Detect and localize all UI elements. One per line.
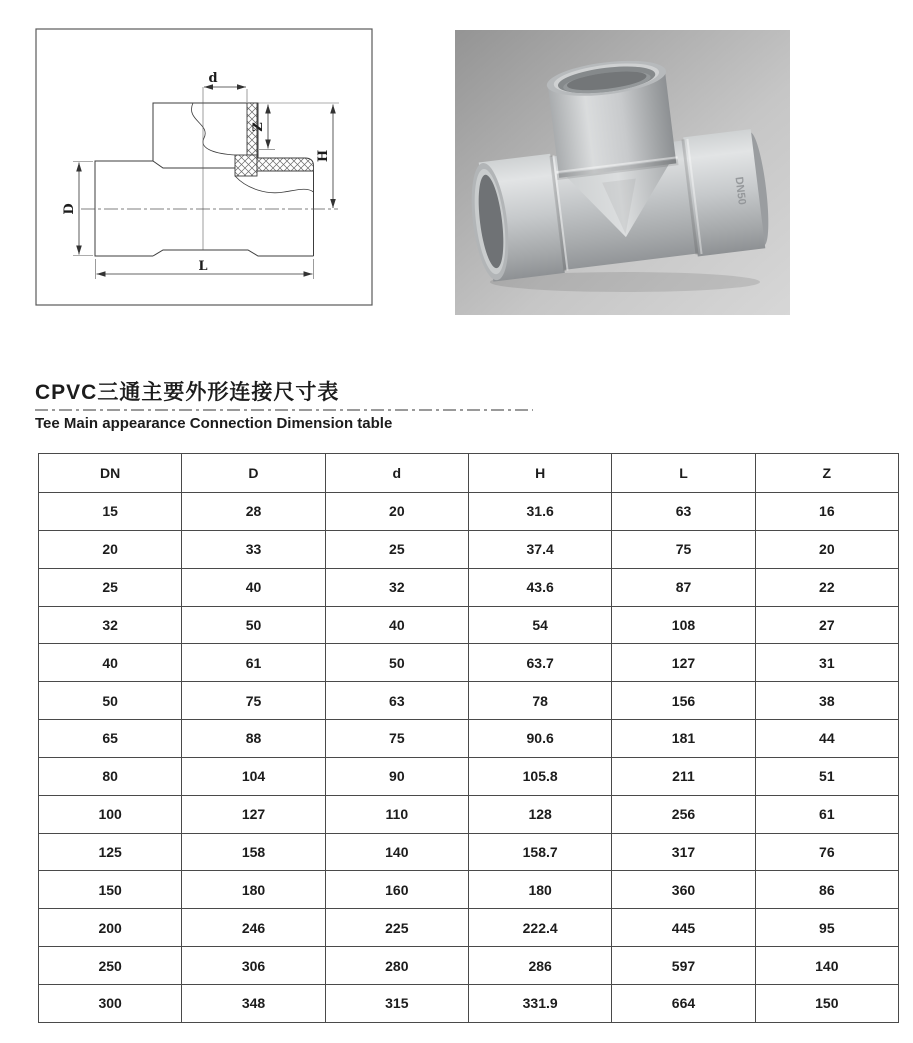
- table-cell: 15: [39, 493, 182, 531]
- table-cell: 38: [755, 682, 898, 720]
- table-cell: 200: [39, 909, 182, 947]
- table-cell: 127: [612, 644, 755, 682]
- dim-label-d: d: [208, 71, 218, 86]
- emboss-marking: DN50: [732, 176, 748, 206]
- table-cell: 348: [182, 984, 325, 1022]
- table-cell: 50: [39, 682, 182, 720]
- title-divider: [35, 409, 533, 411]
- table-cell: 127: [182, 795, 325, 833]
- table-cell: 31: [755, 644, 898, 682]
- table-cell: 20: [325, 493, 468, 531]
- table-cell: 90.6: [468, 720, 611, 758]
- table-cell: 100: [39, 795, 182, 833]
- table-cell: 25: [325, 530, 468, 568]
- table-cell: 108: [612, 606, 755, 644]
- table-cell: 90: [325, 757, 468, 795]
- col-header-L: L: [612, 454, 755, 493]
- table-row: [39, 871, 899, 909]
- table-row: [39, 606, 899, 644]
- table-cell: 40: [182, 568, 325, 606]
- page-title-en: Tee Main appearance Connection Dimension table: [35, 415, 393, 432]
- table-cell: 156: [612, 682, 755, 720]
- table-cell: 32: [325, 568, 468, 606]
- table-cell: 40: [325, 606, 468, 644]
- table-cell: 664: [612, 984, 755, 1022]
- table-row: [39, 833, 899, 871]
- table-cell: 33: [182, 530, 325, 568]
- table-cell: 61: [755, 795, 898, 833]
- col-header-H: H: [468, 454, 611, 493]
- table-cell: 43.6: [468, 568, 611, 606]
- table-cell: 360: [612, 871, 755, 909]
- table-cell: 75: [325, 720, 468, 758]
- table-cell: 54: [468, 606, 611, 644]
- table-row: [39, 947, 899, 985]
- section-hatch: [235, 103, 314, 176]
- table-cell: 250: [39, 947, 182, 985]
- tee-section-drawing-svg: [35, 28, 375, 310]
- technical-drawing: [35, 28, 375, 310]
- table-cell: 95: [755, 909, 898, 947]
- table-cell: 158.7: [468, 833, 611, 871]
- table-row: [39, 644, 899, 682]
- table-cell: 80: [39, 757, 182, 795]
- table-cell: 87: [612, 568, 755, 606]
- table-cell: 63.7: [468, 644, 611, 682]
- table-row: [39, 795, 899, 833]
- table-cell: 110: [325, 795, 468, 833]
- spec-table-body: [39, 493, 899, 1023]
- col-header-Z: Z: [755, 454, 898, 493]
- table-cell: 280: [325, 947, 468, 985]
- fitting-outline: [95, 103, 314, 256]
- table-cell: 50: [325, 644, 468, 682]
- dimension-labels: [62, 71, 331, 274]
- table-cell: 22: [755, 568, 898, 606]
- dim-label-z: Z: [251, 122, 266, 132]
- table-cell: 27: [755, 606, 898, 644]
- dimension-lines: [79, 87, 333, 274]
- table-cell: 31.6: [468, 493, 611, 531]
- table-cell: 315: [325, 984, 468, 1022]
- tee-photo-svg: [455, 30, 790, 315]
- table-cell: 222.4: [468, 909, 611, 947]
- col-header-D: D: [182, 454, 325, 493]
- table-cell: 306: [182, 947, 325, 985]
- table-cell: 32: [39, 606, 182, 644]
- table-cell: 445: [612, 909, 755, 947]
- table-cell: 75: [182, 682, 325, 720]
- table-cell: 158: [182, 833, 325, 871]
- table-row: [39, 909, 899, 947]
- table-cell: 331.9: [468, 984, 611, 1022]
- table-cell: 181: [612, 720, 755, 758]
- table-cell: 25: [39, 568, 182, 606]
- header-row: [39, 454, 899, 493]
- table-cell: 597: [612, 947, 755, 985]
- table-cell: 78: [468, 682, 611, 720]
- title-block: [35, 380, 905, 433]
- table-cell: 150: [755, 984, 898, 1022]
- table-cell: 51: [755, 757, 898, 795]
- table-cell: 225: [325, 909, 468, 947]
- table-cell: 140: [325, 833, 468, 871]
- page-title-zh: CPVC三通主要外形连接尺寸表: [35, 381, 340, 404]
- product-photo: [455, 30, 790, 315]
- table-cell: 88: [182, 720, 325, 758]
- table-cell: 61: [182, 644, 325, 682]
- table-cell: 20: [39, 530, 182, 568]
- table-cell: 86: [755, 871, 898, 909]
- table-row: [39, 682, 899, 720]
- dimension-table-head: [39, 454, 899, 493]
- table-cell: 105.8: [468, 757, 611, 795]
- table-cell: 180: [182, 871, 325, 909]
- dim-label-L: L: [198, 259, 208, 274]
- table-cell: 16: [755, 493, 898, 531]
- table-cell: 40: [39, 644, 182, 682]
- table-row: [39, 530, 899, 568]
- table-cell: 50: [182, 606, 325, 644]
- table-cell: 20: [755, 530, 898, 568]
- table-row: [39, 568, 899, 606]
- table-cell: 75: [612, 530, 755, 568]
- table-row: [39, 984, 899, 1022]
- table-cell: 160: [325, 871, 468, 909]
- table-cell: 63: [325, 682, 468, 720]
- table-cell: 256: [612, 795, 755, 833]
- table-cell: 37.4: [468, 530, 611, 568]
- table-cell: 63: [612, 493, 755, 531]
- table-row: [39, 493, 899, 531]
- table-cell: 140: [755, 947, 898, 985]
- table-cell: 211: [612, 757, 755, 795]
- table-row: [39, 720, 899, 758]
- col-header-dn: DN: [39, 454, 182, 493]
- dimension-table: [38, 453, 899, 1023]
- table-cell: 125: [39, 833, 182, 871]
- table-row: [39, 757, 899, 795]
- table-cell: 286: [468, 947, 611, 985]
- dim-label-h: H: [316, 149, 331, 163]
- table-cell: 180: [468, 871, 611, 909]
- table-cell: 44: [755, 720, 898, 758]
- table-cell: 150: [39, 871, 182, 909]
- table-cell: 65: [39, 720, 182, 758]
- table-cell: 104: [182, 757, 325, 795]
- dim-label-D: D: [62, 203, 77, 215]
- table-cell: 28: [182, 493, 325, 531]
- table-cell: 246: [182, 909, 325, 947]
- table-cell: 300: [39, 984, 182, 1022]
- table-cell: 76: [755, 833, 898, 871]
- col-header-d: d: [325, 454, 468, 493]
- table-cell: 317: [612, 833, 755, 871]
- table-cell: 128: [468, 795, 611, 833]
